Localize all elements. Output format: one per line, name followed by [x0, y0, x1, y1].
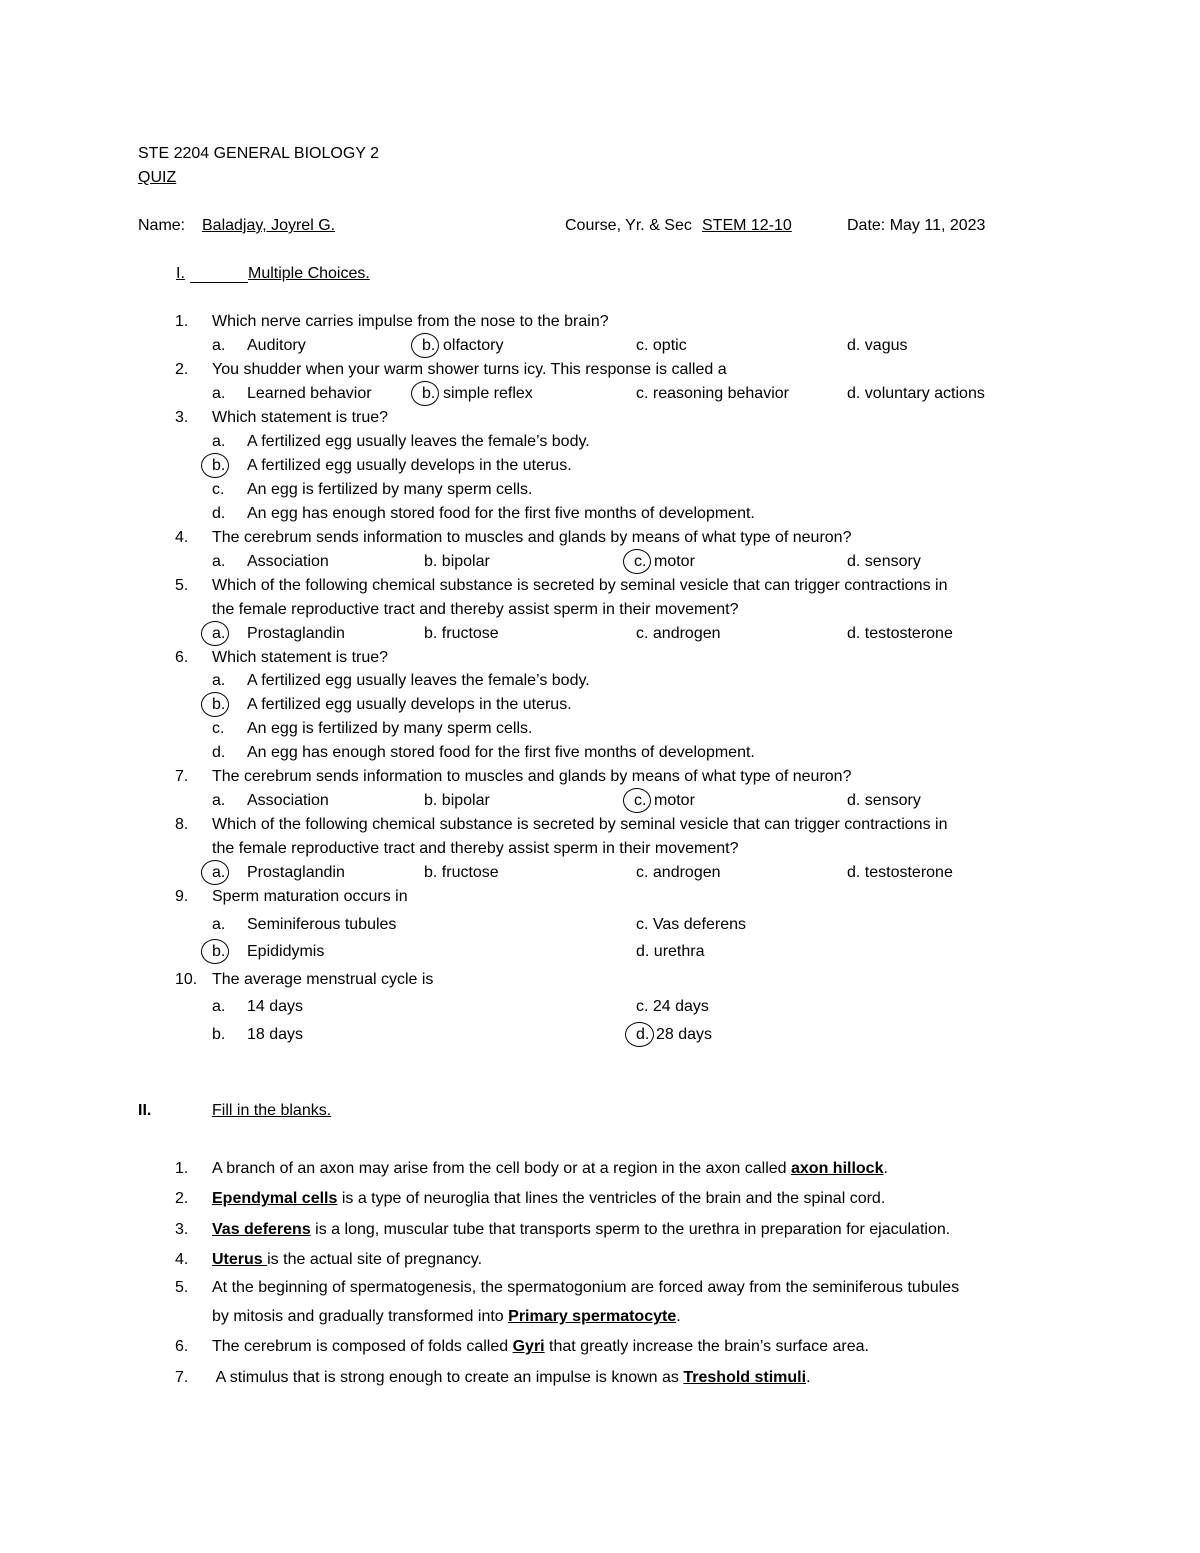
q1-opt-b-letter: b.	[422, 337, 436, 354]
q3-opt-c-letter: c.	[212, 481, 225, 498]
q6-opt-a-letter: a.	[212, 672, 226, 689]
q3-opt-c-text: An egg is fertilized by many sperm cells.	[247, 481, 533, 498]
q10-opt-d-text: 28 days	[656, 1026, 713, 1043]
q10-opt-b-text: 18 days	[247, 1026, 304, 1043]
fill4-answer: Uterus	[212, 1251, 268, 1268]
part1-numeral: I.	[176, 265, 185, 282]
q1-number: 1.	[175, 313, 189, 330]
q6-opt-a-text: A fertilized egg usually leaves the female’s body.	[247, 672, 590, 689]
q5-opt-d: d. testosterone	[847, 625, 953, 642]
q5-opt-c: c. androgen	[636, 625, 721, 642]
q10-opt-a-letter: a.	[212, 998, 226, 1015]
course-code: STE 2204 GENERAL BIOLOGY 2	[138, 145, 379, 162]
fill3-number: 3.	[175, 1221, 189, 1238]
q4-opt-c-text: motor	[654, 553, 695, 570]
q7-opt-c-letter: c.	[634, 792, 647, 809]
q1-opt-c: c. optic	[636, 337, 687, 354]
q4-text: The cerebrum sends information to muscles and glands by means of what type of neuron?	[212, 529, 852, 546]
q5-number: 5.	[175, 577, 189, 594]
q4-opt-b: b. bipolar	[424, 553, 490, 570]
q6-opt-d-text: An egg has enough stored food for the first five months of development.	[247, 744, 755, 761]
q2-opt-c: c. reasoning behavior	[636, 385, 789, 402]
q5-opt-b: b. fructose	[424, 625, 499, 642]
q6-opt-b-letter: b.	[212, 696, 226, 713]
q3-number: 3.	[175, 409, 189, 426]
q8-opt-a-letter: a.	[212, 864, 226, 881]
fill2-answer: Ependymal cells	[212, 1190, 338, 1207]
fill7-number: 7.	[175, 1369, 189, 1386]
q7-opt-c-text: motor	[654, 792, 695, 809]
fill2-number: 2.	[175, 1190, 189, 1207]
q10-opt-d-letter: d.	[636, 1026, 650, 1043]
q7-text: The cerebrum sends information to muscles and glands by means of what type of neuron?	[212, 768, 852, 785]
q8-opt-c: c. androgen	[636, 864, 721, 881]
part2-title: Fill in the blanks.	[212, 1102, 332, 1119]
q7-number: 7.	[175, 768, 189, 785]
q3-opt-d-text: An egg has enough stored food for the first five months of development.	[247, 505, 755, 522]
part2-numeral: II.	[138, 1102, 152, 1119]
q6-opt-c-letter: c.	[212, 720, 225, 737]
q8-text: Which of the following chemical substance is secreted by seminal vesicle that can trigger contractions in	[212, 816, 948, 833]
q6-opt-c-text: An egg is fertilized by many sperm cells.	[247, 720, 533, 737]
fill3-sentence: Vas deferens is a long, muscular tube that transports sperm to the urethra in preparation for ejaculation.	[212, 1221, 951, 1238]
fill6-sentence: The cerebrum is composed of folds called Gyri that greatly increase the brain’s surface area.	[212, 1338, 869, 1355]
q2-number: 2.	[175, 361, 189, 378]
fill3-answer: Vas deferens	[212, 1221, 311, 1238]
q1-opt-a-letter: a.	[212, 337, 226, 354]
quiz-label: QUIZ	[138, 169, 177, 186]
q5-opt-a-letter: a.	[212, 625, 226, 642]
q9-text: Sperm maturation occurs in	[212, 888, 408, 905]
q3-opt-b-letter: b.	[212, 457, 226, 474]
q9-opt-b-letter: b.	[212, 943, 226, 960]
fill5-number: 5.	[175, 1279, 189, 1296]
q6-text: Which statement is true?	[212, 649, 389, 666]
q6-number: 6.	[175, 649, 189, 666]
q3-opt-d-letter: d.	[212, 505, 226, 522]
fill1-sentence: A branch of an axon may arise from the cell body or at a region in the axon called axon hillock.	[212, 1160, 888, 1177]
q8-text-cont: the female reproductive tract and thereby assist sperm in their movement?	[212, 840, 739, 857]
q9-opt-a-text: Seminiferous tubules	[247, 916, 397, 933]
q10-opt-a-text: 14 days	[247, 998, 304, 1015]
q1-opt-a-text: Auditory	[247, 337, 306, 354]
q9-opt-a-letter: a.	[212, 916, 226, 933]
q4-opt-a-letter: a.	[212, 553, 226, 570]
q2-text: You shudder when your warm shower turns icy. This response is called a	[212, 361, 727, 378]
q8-opt-a-text: Prostaglandin	[247, 864, 345, 881]
part1-tab-underline	[190, 282, 248, 283]
course-label: Course, Yr. & Sec	[565, 217, 692, 234]
q2-opt-b-letter: b.	[422, 385, 436, 402]
fill6-number: 6.	[175, 1338, 189, 1355]
q6-opt-b-text: A fertilized egg usually develops in the uterus.	[247, 696, 572, 713]
q3-opt-a-text: A fertilized egg usually leaves the female’s body.	[247, 433, 590, 450]
course-value: STEM 12-10	[702, 217, 792, 234]
name-label: Name:	[138, 217, 186, 234]
q10-opt-c: c. 24 days	[636, 998, 709, 1015]
fill4-number: 4.	[175, 1251, 189, 1268]
q3-opt-b-text: A fertilized egg usually develops in the uterus.	[247, 457, 572, 474]
q5-text-cont: the female reproductive tract and thereby assist sperm in their movement?	[212, 601, 739, 618]
q8-number: 8.	[175, 816, 189, 833]
q7-opt-d: d. sensory	[847, 792, 921, 809]
fill6-answer: Gyri	[512, 1338, 545, 1355]
q6-opt-d-letter: d.	[212, 744, 226, 761]
fill1-answer: axon hillock	[791, 1160, 884, 1177]
fill4-sentence: Uterus is the actual site of pregnancy.	[212, 1251, 483, 1268]
q10-text: The average menstrual cycle is	[212, 971, 434, 988]
q5-text: Which of the following chemical substance is secreted by seminal vesicle that can trigger contractions in	[212, 577, 948, 594]
q9-opt-b-text: Epididymis	[247, 943, 325, 960]
fill5-sentence-cont: by mitosis and gradually transformed into Primary spermatocyte.	[212, 1308, 681, 1325]
q10-opt-b-letter: b.	[212, 1026, 226, 1043]
q3-text: Which statement is true?	[212, 409, 389, 426]
fill2-sentence: Ependymal cells is a type of neuroglia that lines the ventricles of the brain and the spinal cord.	[212, 1190, 886, 1207]
q2-opt-b-text: simple reflex	[443, 385, 533, 402]
fill7-answer: Treshold stimuli	[683, 1369, 807, 1386]
fill5-answer: Primary spermatocyte	[508, 1308, 677, 1325]
q4-opt-a-text: Association	[247, 553, 329, 570]
q8-opt-b: b. fructose	[424, 864, 499, 881]
q4-number: 4.	[175, 529, 189, 546]
q9-opt-d: d. urethra	[636, 943, 705, 960]
q2-opt-a-letter: a.	[212, 385, 226, 402]
q4-opt-d: d. sensory	[847, 553, 921, 570]
q7-opt-a-letter: a.	[212, 792, 226, 809]
q5-opt-a-text: Prostaglandin	[247, 625, 345, 642]
q9-number: 9.	[175, 888, 189, 905]
q1-opt-d: d. vagus	[847, 337, 908, 354]
q10-number: 10.	[175, 971, 198, 988]
q9-opt-c: c. Vas deferens	[636, 916, 746, 933]
q2-opt-d: d. voluntary actions	[847, 385, 985, 402]
q7-opt-a-text: Association	[247, 792, 329, 809]
fill1-number: 1.	[175, 1160, 189, 1177]
q8-opt-d: d. testosterone	[847, 864, 953, 881]
fill7-sentence: A stimulus that is strong enough to create an impulse is known as Treshold stimuli.	[212, 1369, 811, 1386]
q1-opt-b-text: olfactory	[443, 337, 504, 354]
q2-opt-a-text: Learned behavior	[247, 385, 372, 402]
q4-opt-c-letter: c.	[634, 553, 647, 570]
part1-title: Multiple Choices.	[248, 265, 370, 282]
name-value: Baladjay, Joyrel G.	[202, 217, 336, 234]
q3-opt-a-letter: a.	[212, 433, 226, 450]
q7-opt-b: b. bipolar	[424, 792, 490, 809]
fill5-sentence: At the beginning of spermatogenesis, the spermatogonium are forced away from the seminiferous tubules	[212, 1279, 960, 1296]
date-label: Date: May 11, 2023	[847, 217, 986, 234]
q1-text: Which nerve carries impulse from the nose to the brain?	[212, 313, 609, 330]
